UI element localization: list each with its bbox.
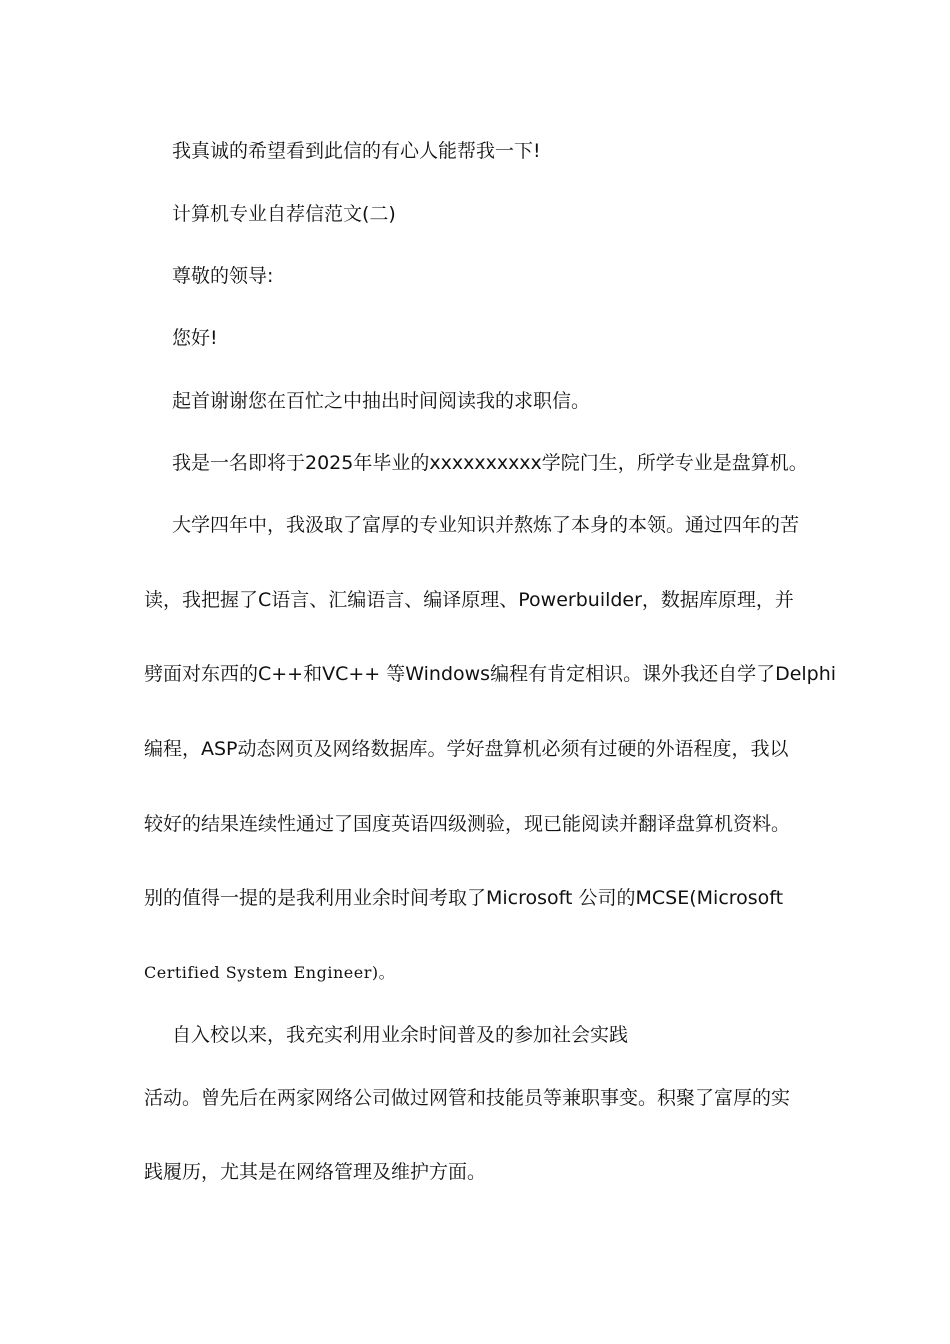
salutation: 尊敬的领导: (172, 265, 274, 287)
text-line-wish: 我真诚的希望看到此信的有心人能帮我一下! (172, 140, 541, 162)
text-line-practice-3: 践履历，尤其是在网络管理及维护方面。 (144, 1161, 487, 1183)
text-line-para-4: 编程，ASP动态网页及网络数据库。学好盘算机必须有过硬的外语程度，我以 (144, 738, 789, 760)
text-line-para-3: 劈面对东西的C++和VC++ 等Windows编程有肯定相识。课外我还自学了Delphi (144, 663, 837, 685)
text-line-para-6: 别的值得一提的是我利用业余时间考取了Microsoft 公司的MCSE(Microsoft (144, 887, 784, 909)
text-line-practice-1: 自入校以来，我充实利用业余时间普及的参加社会实践 (172, 1024, 629, 1046)
text-line-thanks: 起首谢谢您在百忙之中抽出时间阅读我的求职信。 (172, 390, 591, 412)
section-title: 计算机专业自荐信范文(二) (172, 203, 396, 225)
text-line-intro: 我是一名即将于2025年毕业的xxxxxxxxxx学院门生，所学专业是盘算机。 (172, 452, 808, 474)
greeting: 您好! (172, 327, 218, 349)
text-line-practice-2: 活动。曾先后在两家网络公司做过网管和技能员等兼职事变。积聚了富厚的实 (144, 1087, 791, 1109)
text-line-para-5: 较好的结果连续性通过了国度英语四级测验，现已能阅读并翻译盘算机资料。 (144, 813, 791, 835)
text-line-para-2: 读，我把握了C语言、汇编语言、编译原理、Powerbuilder，数据库原理，并 (144, 589, 794, 611)
text-line-para-1: 大学四年中，我汲取了富厚的专业知识并熬炼了本身的本领。通过四年的苦 (172, 514, 800, 536)
text-line-para-7: Certified System Engineer)。 (144, 963, 396, 982)
